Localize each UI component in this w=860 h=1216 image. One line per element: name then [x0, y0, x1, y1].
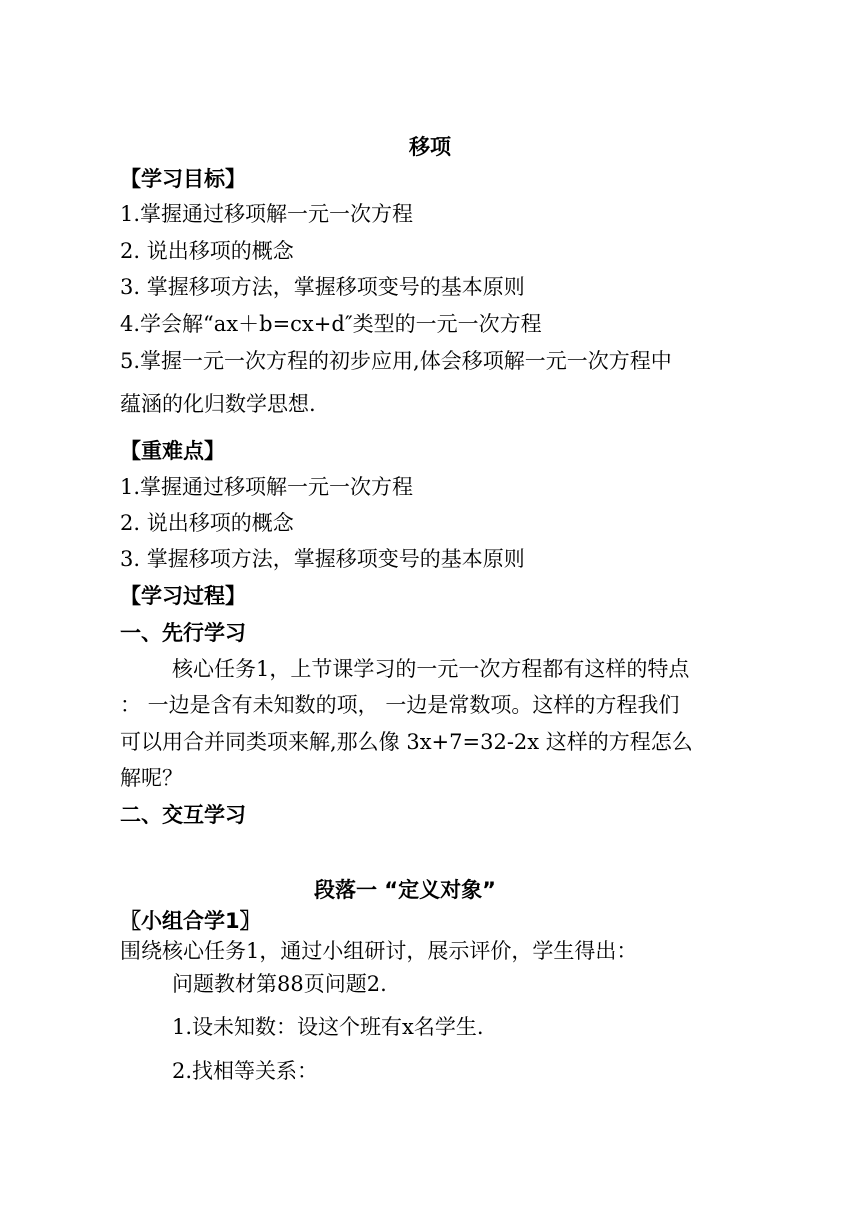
objective-item: 4.学会解“ax＋b=cx+d″类型的一元一次方程 [120, 312, 542, 336]
page-title: 移项 [409, 135, 451, 159]
objective-item: 1.掌握通过移项解一元一次方程 [120, 202, 414, 226]
key-point-item: 2. 说出移项的概念 [120, 511, 294, 535]
objective-item-continued: 蕴涵的化归数学思想. [120, 392, 316, 416]
section1-text: 核心任务1，上节课学习的一元一次方程都有这样的特点 [172, 657, 690, 681]
group-study-label: 〖小组合学1〗 [120, 909, 261, 933]
section1-text: 可以用合并同类项来解,那么像 3x+7=32-2x 这样的方程怎么 [120, 730, 693, 754]
objective-item: 3. 掌握移项方法，掌握移项变号的基本原则 [120, 275, 525, 299]
section1-heading: 一、先行学习 [120, 621, 246, 645]
section1-text: ： 一边是含有未知数的项， 一边是常数项。这样的方程我们 [120, 693, 680, 717]
section1-text: 解呢？ [120, 766, 183, 790]
key-point-item: 3. 掌握移项方法，掌握移项变号的基本原则 [120, 547, 525, 571]
section2-heading: 二、交互学习 [120, 803, 246, 827]
paragraph1-heading: 段落一 “定义对象” [314, 878, 496, 902]
paragraph1-text: 2.找相等关系： [172, 1059, 319, 1083]
paragraph1-text: 问题教材第88页问题2. [172, 972, 387, 996]
paragraph1-text: 1.设未知数：设这个班有x名学生. [172, 1015, 484, 1039]
objective-item: 5.掌握一元一次方程的初步应用,体会移项解一元一次方程中 [120, 349, 672, 373]
process-heading: 【学习过程】 [120, 584, 246, 608]
paragraph1-text: 围绕核心任务1，通过小组研讨，展示评价，学生得出： [120, 939, 638, 963]
objective-item: 2. 说出移项的概念 [120, 239, 294, 263]
key-points-heading: 【重难点】 [120, 439, 225, 463]
key-point-item: 1.掌握通过移项解一元一次方程 [120, 475, 414, 499]
objectives-heading: 【学习目标】 [120, 167, 246, 191]
